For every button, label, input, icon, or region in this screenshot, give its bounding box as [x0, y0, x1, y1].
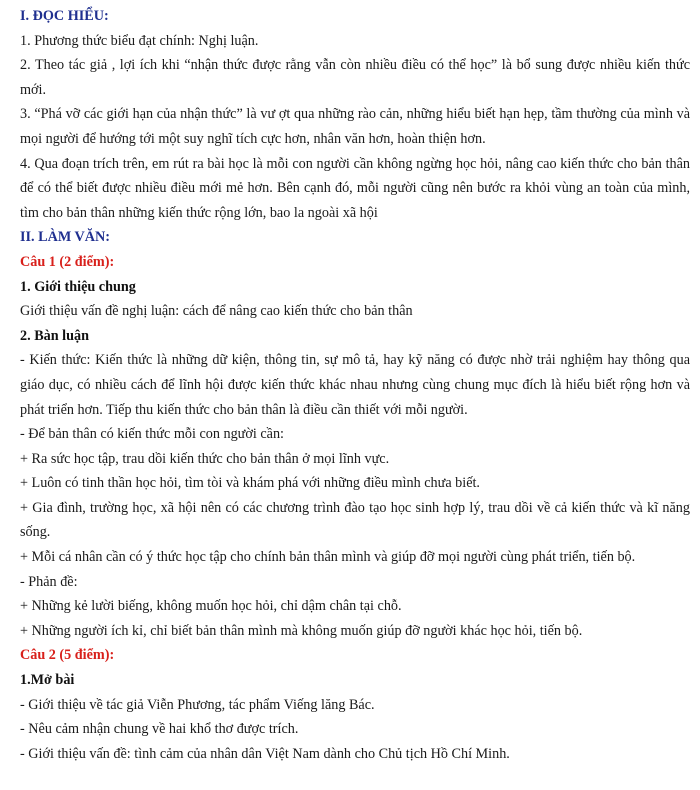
- cau1-line: - Phản đề:: [20, 573, 78, 590]
- cau2-line: - Giới thiệu về tác giả Viễn Phương, tác phẩm Viếng lăng Bác.: [20, 696, 375, 713]
- cau2-line: - Nêu cảm nhận chung về hai khổ thơ được trích.: [20, 721, 299, 738]
- cau1-line: + Những kẻ lười biếng, không muốn học hỏi, chỉ dậm chân tại chỗ.: [20, 598, 402, 615]
- cau2-line: - Giới thiệu vấn đề: tình cảm của nhân dân Việt Nam dành cho Chủ tịch Hồ Chí Minh.: [20, 745, 510, 762]
- section1-heading: I. ĐỌC HIỂU:: [20, 8, 109, 24]
- answer-1: 1. Phương thức biểu đạt chính: Nghị luận.: [20, 32, 259, 49]
- cau1-line: + Luôn có tinh thần học hỏi, tìm tòi và khám phá với những điều mình chưa biết.: [20, 475, 480, 492]
- cau1-line: + Những người ích kỉ, chỉ biết bản thân mình mà không muốn giúp đỡ người khác học hỏi, tiến bộ.: [20, 622, 583, 639]
- cau1-discuss-heading: 2. Bàn luận: [20, 327, 89, 344]
- cau1-line: + Ra sức học tập, trau dồi kiến thức cho bản thân ở mọi lĩnh vực.: [20, 450, 390, 467]
- cau1-line: + Gia đình, trường học, xã hội nên có các chương trình đào tạo học sinh hợp lý, trau dồi về cả kiến thức và kĩ năng sống.: [20, 499, 690, 541]
- section2-heading: II. LÀM VĂN:: [20, 229, 110, 246]
- cau1-heading: Câu 1 (2 điểm):: [20, 253, 115, 270]
- cau2-heading: Câu 2 (5 điểm):: [20, 647, 115, 664]
- cau1-intro-heading: 1. Giới thiệu chung: [20, 278, 136, 295]
- cau1-intro-text: Giới thiệu vấn đề nghị luận: cách để nâng cao kiến thức cho bản thân: [20, 303, 413, 320]
- cau1-line: - Để bản thân có kiến thức mỗi con người cần:: [20, 426, 284, 443]
- answer-3: 3. “Phá vỡ các giới hạn của nhận thức” là vư ợt qua những rào cản, những hiểu biết hạn hẹp, tầm thường của mình và mọi người để hướng tới một suy nghĩ tích cực hơn, nhân văn hơn, hoàn thiện hơn.: [20, 106, 690, 147]
- cau1-line: + Mỗi cá nhân cần có ý thức học tập cho chính bản thân mình và giúp đỡ mọi người cùng phát triển, tiến bộ.: [20, 549, 636, 566]
- answer-2: 2. Theo tác giả , lợi ích khi “nhận thức được rằng vẫn còn nhiều điều có thể học” là bổ sung được nhiều kiến thức mới.: [20, 57, 690, 98]
- answer-4: 4. Qua đoạn trích trên, em rút ra bài học là mỗi con người cần không ngừng học hỏi, nâng cao kiến thức cho bản thân để có thể biết được nhiều điều mới mẻ hơn. Bên cạnh đó, mỗi người cũng nên bước ra khỏi vùng an toàn của mình, tìm cho bản thân những kiến thức rộng lớn, bao la ngoài xã hội: [20, 155, 690, 221]
- cau1-line: - Kiến thức: Kiến thức là những dữ kiện, thông tin, sự mô tả, hay kỹ năng có được nhờ trải nghiệm hay thông qua giáo dục, có nhiều cách để lĩnh hội được kiến thức khác nhau nhưng cùng chung mục đích là hiểu biết rộng hơn và phát triển hơn. Tiếp thu kiến thức cho bản thân là điều cần thiết với mỗi người.: [20, 352, 690, 418]
- cau2-mobai-heading: 1.Mở bài: [20, 672, 75, 689]
